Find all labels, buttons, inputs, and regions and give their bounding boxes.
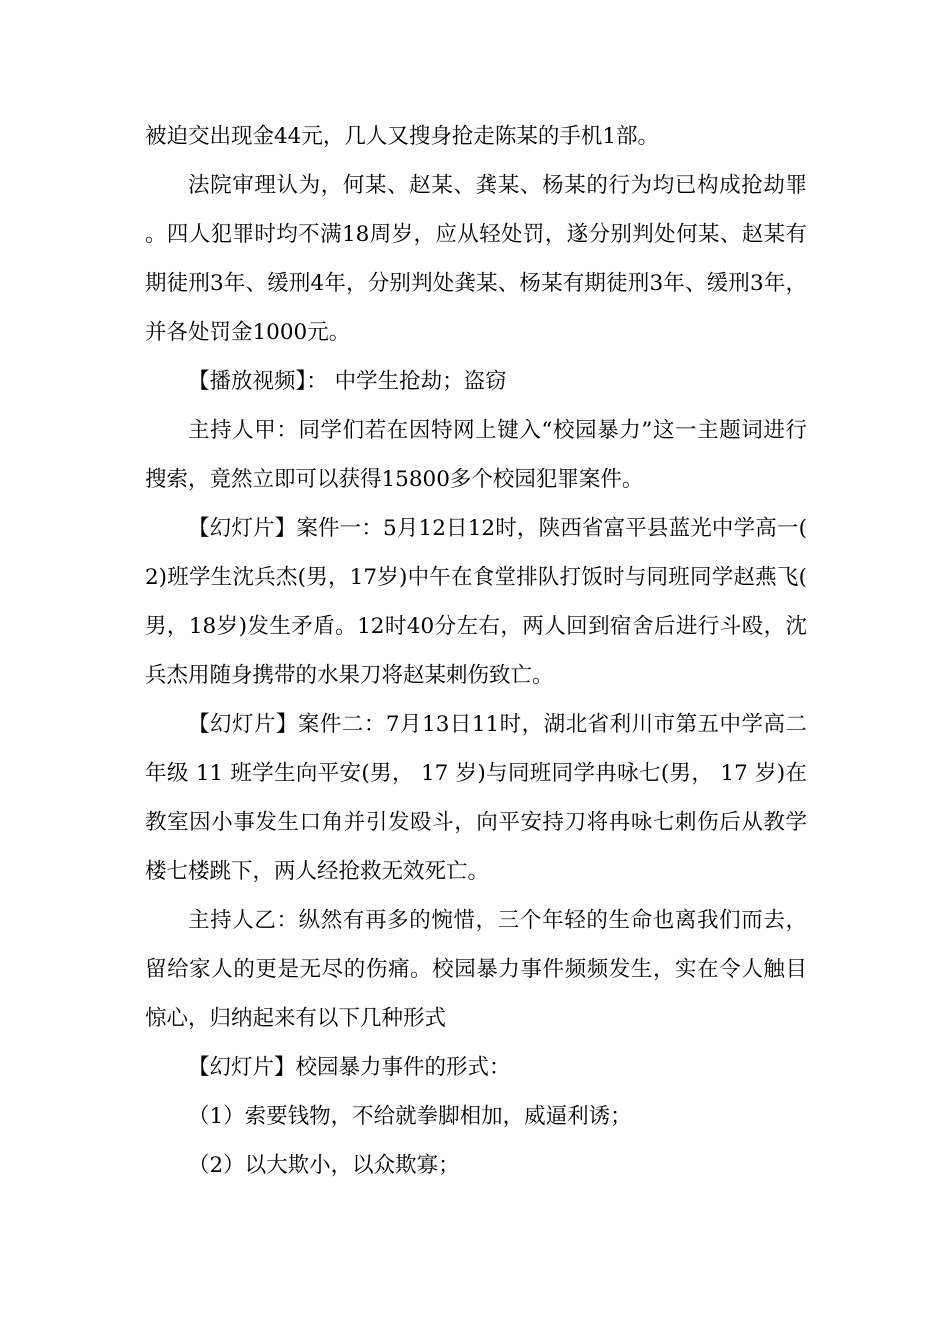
paragraph-court-ruling: 法院审理认为，何某、赵某、龚某、杨某的行为均已构成抢劫罪。四人犯罪时均不满18周岁，应从轻处罚，遂分别判处何某、赵某有期徒刑3年、缓刑4年，分别判处龚某、杨某有期徒刑3年、缓刑3年，并各处罚金1000元。 [145, 173, 807, 345]
paragraph-play-video: 【播放视频】： 中学生抢劫；盗窃 [188, 369, 507, 394]
paragraph-continuation: 被迫交出现金44元，几人又搜身抢走陈某的手机1部。 [145, 124, 660, 149]
paragraph-host-b: 主持人乙：纵然有再多的惋惜，三个年轻的生命也离我们而去，留给家人的更是无尽的伤痛。校园暴力事件频频发生，实在令人触目惊心，归纳起来有以下几种形式 [145, 908, 807, 1031]
list-item-form-2: （2）以大欺小，以众欺寡； [188, 1153, 460, 1178]
list-item-form-1: （1）索要钱物，不给就拳脚相加，威逼利诱； [188, 1104, 632, 1129]
paragraph-host-a: 主持人甲：同学们若在因特网上键入“校园暴力”这一主题词进行搜索，竟然立即可以获得15800多个校园犯罪案件。 [145, 418, 807, 492]
document-body [145, 112, 807, 1190]
paragraph-case-two: 【幻灯片】案件二：7月13日11时，湖北省利川市第五中学高二年级 11 班学生向平安(男， 17 岁)与同班同学冉咏七(男， 17 岁)在教室因小事发生口角并引发殴斗，向平安持刀将冉咏七刺伤后从教学楼七楼跳下，两人经抢救无效死亡。 [145, 712, 807, 884]
paragraph-forms-heading: 【幻灯片】校园暴力事件的形式： [188, 1055, 511, 1080]
paragraph-case-one: 【幻灯片】案件一：5月12日12时，陕西省富平县蓝光中学高一(2)班学生沈兵杰(男，17岁)中午在食堂排队打饭时与同班同学赵燕飞(男，18岁)发生矛盾。12时40分左右，两人回到宿舍后进行斗殴，沈兵杰用随身携带的水果刀将赵某刺伤致亡。 [145, 516, 807, 688]
